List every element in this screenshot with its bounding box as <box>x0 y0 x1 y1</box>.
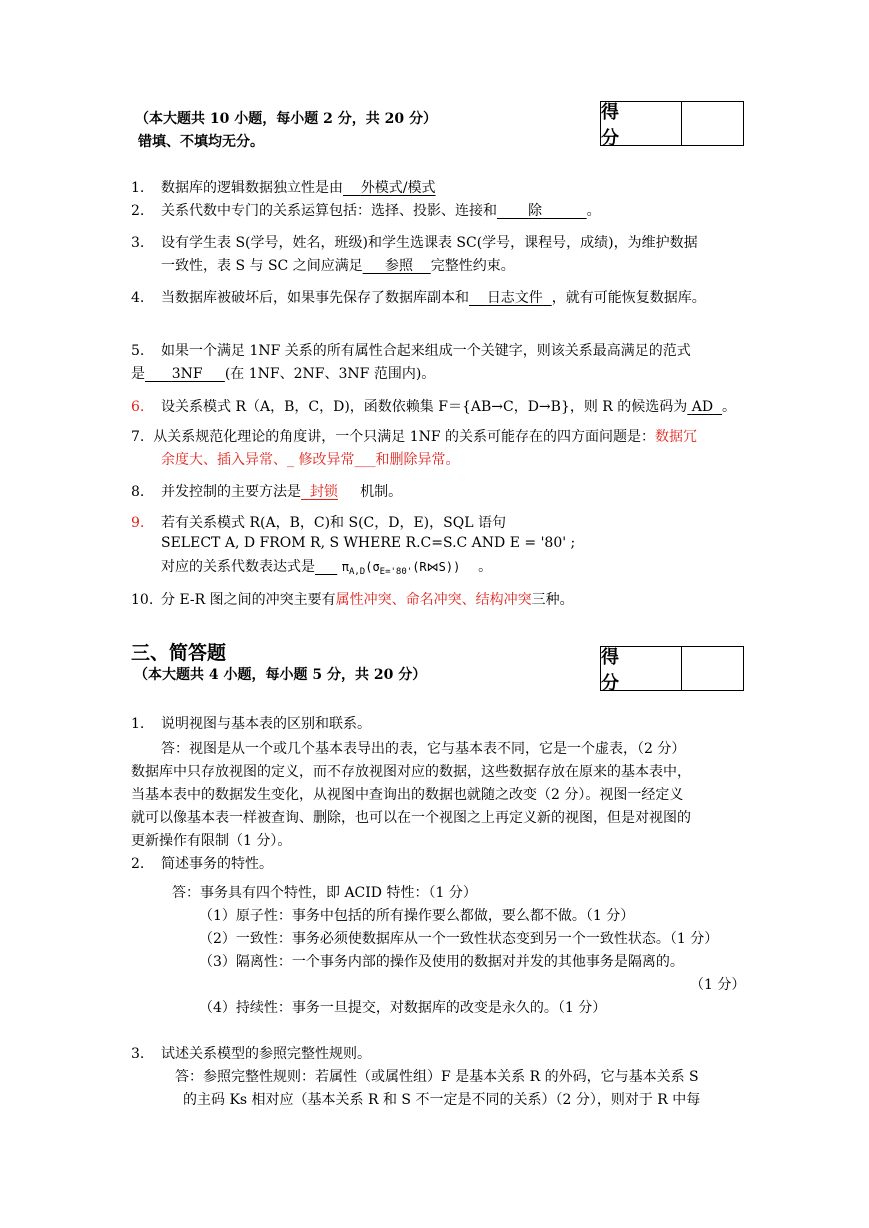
item-number: 2. <box>131 203 145 219</box>
question-2: 2. 简述事务的特性。 <box>131 856 273 872</box>
answer-blank: 3NF <box>171 366 203 382</box>
answer-blank: AD <box>691 399 714 415</box>
fill-item-8: 8. 并发控制的主要方法是 封锁 机制。 <box>131 484 403 500</box>
score-value-field[interactable] <box>682 102 743 145</box>
answer-3-line: 答：参照完整性规则：若属性（或属性组）F 是基本关系 R 的外码，它与基本关系 S <box>175 1069 699 1085</box>
item-number: 7. <box>131 429 145 445</box>
item-text: 分 E-R 图之间的冲突主要有 <box>161 592 336 608</box>
fill-item-5 <box>131 340 691 360</box>
answer-2-point: （2）一致性：事务必须使数据库从一个一致性状态变到另一个一致性状态。（1 分） <box>199 931 719 947</box>
question-1: 1. 说明视图与基本表的区别和联系。 <box>131 716 371 732</box>
item-number: 6. <box>131 399 145 415</box>
score-label: 得 分 <box>601 647 682 690</box>
item-number: 1. <box>131 180 145 196</box>
fill-item-1 <box>131 177 436 197</box>
answer-blank: 外模式/模式 <box>360 180 436 196</box>
answer-3-line: 的主码 Ks 相对应（基本关系 R 和 S 不一定是不同的关系）（2 分），则对于 R 中每 <box>183 1092 701 1108</box>
answer-2-point: （1）原子性：事务中包括的所有操作要么都做，要么都不做。（1 分） <box>199 908 635 924</box>
item-number: 5. <box>131 343 145 359</box>
answer-blank: 除 <box>528 203 543 219</box>
item-number: 9. <box>131 515 145 531</box>
item-text: 当数据库被破坏后，如果事先保存了数据库副本和 <box>161 290 469 306</box>
fill-item-2: 2. 关系代数中专门的关系运算包括：选择、投影、连接和 除 。 <box>131 203 601 219</box>
fill-item-9-sql: SELECT A, D FROM R, S WHERE R.C=S.C AND E = '80' ; <box>161 535 576 551</box>
score-box-section3 <box>600 646 744 694</box>
answer-1-line: 更新操作有限制（1 分）。 <box>131 833 292 849</box>
answer-1-line: 当基本表中的数据发生变化，从视图中查询出的数据也就随之改变（2 分）。视图一经定义 <box>131 787 684 803</box>
fill-item-10: 10. 分 E-R 图之间的冲突主要有属性冲突、命名冲突、结构冲突三种。 <box>131 592 574 608</box>
relational-algebra-expr: $\pi_{A,D}(\sigma_{E='80'}(R⋈S))$ <box>341 560 461 577</box>
answer-2-point: （3）隔离性：一个事务内部的操作及使用的数据对并发的其他事务是隔离的。 <box>199 954 684 970</box>
score-box-section2 <box>600 101 744 149</box>
item-text: 若有关系模式 R(A，B，C)和 S(C，D，E)，SQL 语句 <box>161 515 506 531</box>
fill-item-3 <box>131 232 698 252</box>
fill-item-7 <box>131 426 697 446</box>
item-number: 8. <box>131 484 145 500</box>
section2-header-line2: 错填、不填均无分。 <box>138 134 264 150</box>
item-text: 从关系规范化理论的角度讲，一个只满足 1NF 的关系可能存在的四方面问题是： <box>153 429 656 445</box>
answer-2-intro: 答：事务具有四个特性，即 ACID 特性：（1 分） <box>172 885 477 901</box>
answer-1-line: 答：视图是从一个或几个基本表导出的表，它与基本表不同，它是一个虚表，（2 分） <box>161 741 686 757</box>
item-text: 设关系模式 R（A，B，C，D)，函数依赖集 F＝{AB→C，D→B}，则 R 的候选码为 <box>161 399 688 415</box>
item-text: 设有学生表 S(学号，姓名，班级)和学生选课表 SC(学号，课程号，成绩)，为维护数据 <box>161 235 698 251</box>
fill-item-5-line2: 是 3NF (在 1NF、2NF、3NF 范围内)。 <box>131 366 436 382</box>
fill-item-4: 4. 当数据库被破坏后，如果事先保存了数据库副本和 日志文件 ，就有可能恢复数据库。 <box>131 290 706 306</box>
item-answer-red: 属性冲突、命名冲突、结构冲突 <box>335 592 532 608</box>
answer-blank: 日志文件 <box>486 290 543 306</box>
item-text: 数据库的逻辑数据独立性是由 <box>161 180 343 196</box>
question-3: 3. 试述关系模型的参照完整性规则。 <box>131 1046 371 1062</box>
fill-item-7-line2: 余度大、插入异常、_ 修改异常___和删除异常。 <box>161 452 460 468</box>
answer-2-point-score: （1 分） <box>690 977 746 993</box>
score-label: 得 分 <box>601 102 682 145</box>
answer-blank: 参照 <box>384 258 413 274</box>
item-text: 并发控制的主要方法是 <box>161 484 301 500</box>
section3-header: （本大题共 4 小题，每小题 5 分，共 20 分） <box>134 667 427 683</box>
fill-item-9 <box>131 512 506 532</box>
item-answer-red: 数据冗 <box>655 429 698 445</box>
score-value-field[interactable] <box>682 647 743 690</box>
fill-item-6: 6. 设关系模式 R（A，B，C，D)，函数依赖集 F＝{AB→C，D→B}，则 R 的候选码为 AD 。 <box>131 399 736 415</box>
item-number: 4. <box>131 290 145 306</box>
section2-header-line1: （本大题共 10 小题，每小题 2 分，共 20 分） <box>135 111 437 127</box>
item-text: 如果一个满足 1NF 关系的所有属性合起来组成一个关键字，则该关系最高满足的范式 <box>161 343 691 359</box>
answer-2-point: （4）持续性：事务一旦提交，对数据库的改变是永久的。（1 分） <box>199 1000 607 1016</box>
fill-item-9-expr: 对应的关系代数表达式是 $\pi_{A,D}(\sigma_{E='80'}(R⋈S))$ 。 <box>161 559 493 577</box>
answer-1-line: 数据库中只存放视图的定义，而不存放视图对应的数据，这些数据存放在原来的基本表中， <box>131 764 691 780</box>
item-number: 10. <box>131 592 154 608</box>
item-text: 关系代数中专门的关系运算包括：选择、投影、连接和 <box>161 203 497 219</box>
section3-title: 三、简答题 <box>131 642 227 664</box>
answer-blank: 封锁 <box>309 484 338 500</box>
fill-item-3-line2: 一致性，表 S 与 SC 之间应满足 参照 完整性约束。 <box>161 258 515 274</box>
item-number: 3. <box>131 235 145 251</box>
answer-1-line: 就可以像基本表一样被查询、删除，也可以在一个视图之上再定义新的视图，但是对视图的 <box>131 810 691 826</box>
